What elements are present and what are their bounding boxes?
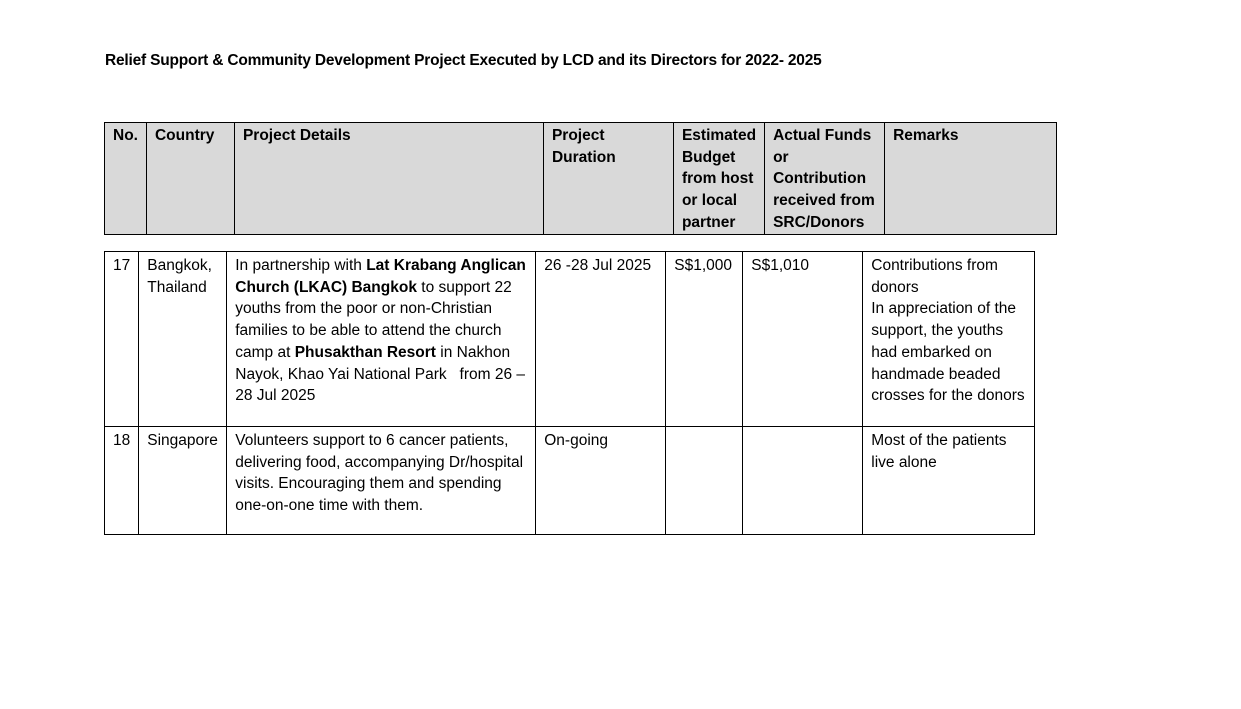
cell-project-details — [227, 252, 536, 427]
cell-no: 17 — [105, 252, 139, 427]
table-row — [105, 252, 1035, 427]
cell-duration: 26 -28 Jul 2025 — [536, 252, 666, 427]
header-row — [105, 123, 1057, 235]
cell-country: Bangkok, Thailand — [139, 252, 227, 427]
cell-actual-funds: S$1,010 — [743, 252, 863, 427]
header-project-details: Project Details — [234, 123, 543, 235]
header-project-duration: Project Duration — [543, 123, 673, 235]
cell-duration: On-going — [536, 427, 666, 535]
remarks-line: In appreciation of the support, the youths had embarked on handmade beaded crosses for the donors — [871, 300, 1025, 405]
details-text: in Nakhon Nayok, Khao Yai National Park from 26 – 28 Jul 2025 — [235, 343, 530, 405]
details-text: to support 22 youths from the poor or non-Christian families to be able to attend the church camp at — [235, 278, 512, 361]
cell-country: Singapore — [139, 427, 227, 535]
cell-no: 18 — [105, 427, 139, 535]
header-no: No. — [105, 123, 147, 235]
cell-budget — [666, 427, 743, 535]
table-header — [104, 122, 1057, 235]
projects-table — [104, 251, 1035, 535]
details-bold-church: Lat Krabang Anglican Church (LKAC) Bangkok — [235, 257, 526, 296]
remarks-line: Contributions from donors — [871, 257, 998, 296]
cell-remarks — [863, 252, 1035, 427]
header-remarks: Remarks — [885, 123, 1057, 235]
cell-budget: S$1,000 — [666, 252, 743, 427]
header-estimated-budget: Estimated Budget from host or local partner — [673, 123, 764, 235]
header-actual-funds: Actual Funds or Contribution received from SRC/Donors — [765, 123, 885, 235]
details-bold-resort: Phusakthan Resort — [294, 343, 436, 361]
header-country: Country — [146, 123, 234, 235]
table-row — [105, 427, 1035, 535]
cell-project-details: Volunteers support to 6 cancer patients, delivering food, accompanying Dr/hospital visits. Encouraging them and spending one-on-one time with them. — [227, 427, 536, 535]
details-text: In partnership with — [235, 257, 367, 274]
cell-remarks: Most of the patients live alone — [863, 427, 1035, 535]
cell-actual-funds — [743, 427, 863, 535]
document-title: Relief Support & Community Development Project Executed by LCD and its Directors for 2022- 2025 — [105, 52, 822, 69]
